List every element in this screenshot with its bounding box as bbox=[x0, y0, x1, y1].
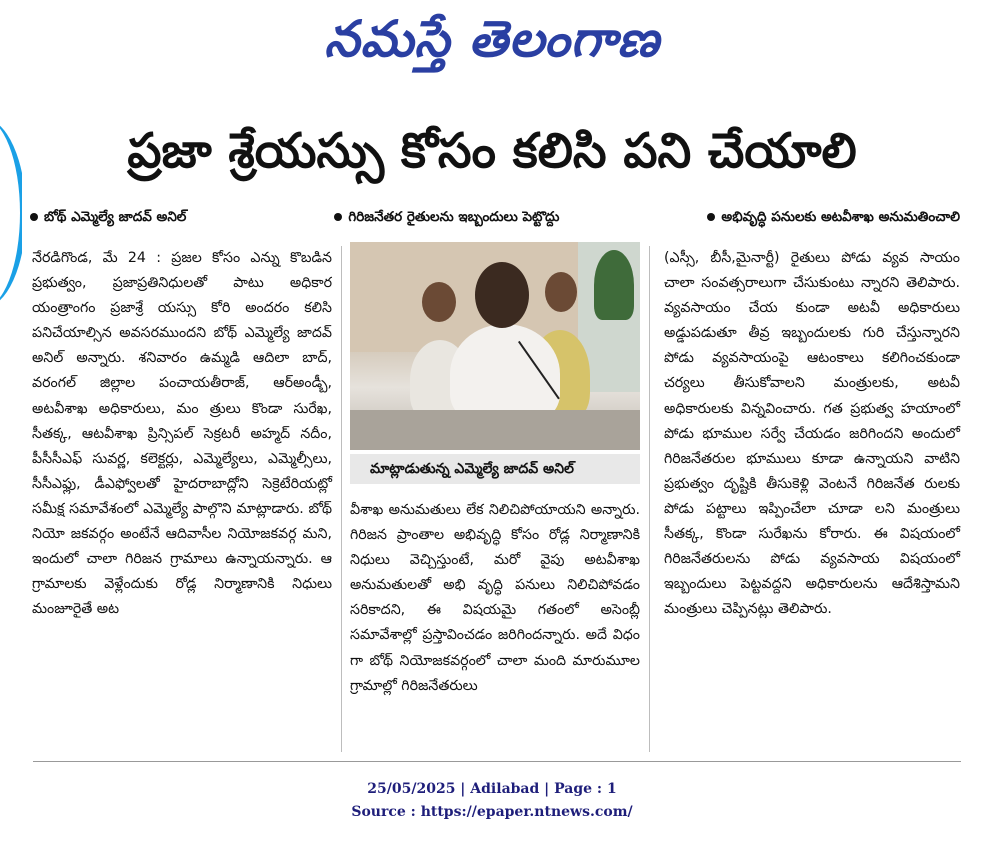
footer-source-link[interactable]: Source : https://epaper.ntnews.com/ bbox=[351, 804, 633, 820]
highlight-item: అభివృద్ధి పనులకు అటవీశాఖ అనుమతించాలి bbox=[707, 206, 960, 228]
headline: ప్రజా శ్రేయస్సు కోసం కలిసి పని చేయాలి bbox=[127, 123, 857, 179]
column-divider bbox=[649, 246, 650, 752]
footer-date-edition: 25/05/2025 | Adilabad | Page : 1 bbox=[367, 781, 617, 797]
column-divider bbox=[341, 246, 342, 752]
article-column-2: వీశాఖ అనుమతులు లేక నిలిచిపోయాయని అన్నారు. గిరిజన ప్రాంతాల అభివృద్ధి కోసం రోడ్ల నిర్మాణానికి నిధులు వెచ్చిస్తుంటే, మరో వైపు అటవీశాఖ అనుమతులతో అభి వృద్ధి పనులు నిలిచిపోవడం సరికాదని, ఈ విషయమై గతంలో అసెంబ్లీ సమావేశాల్లో ప్రస్తావించడం జరిగిందన్నారు. అదే విధం గా బోథ్ నియోజకవర్గంలో చాలా మంది మారుమూల గ్రామాల్లో గిరిజనేతరులు bbox=[350, 502, 640, 694]
bullet-icon bbox=[334, 213, 342, 221]
article-column-1: నేరడిగొండ, మే 24 : ప్రజల కోసం ఎన్ను కొబడిన ప్రభుత్వం, ప్రజాప్రతినిధులతో పాటు అధికార యంత్రాంగం ప్రజాశ్రే యస్సు కోరి అందరం కలిసి పనిచేయాల్సిన అవసరముందని బోథ్ ఎమ్మెల్యే జాదవ్ అనిల్ అన్నారు. శనివారం ఉమ్మడి ఆదిలా బాద్, వరంగల్ జిల్లాల పంచాయతీరాజ్, ఆర్అండ్బీ, అటవీశాఖ అధికారులు, మం త్రులు కొండా సురేఖ, సీతక్క, ఆటవీశాఖ ప్రిన్సిపల్ సెక్రటరీ అహ్మద్ నదీం, పీసీసీఎఫ్ సువర్ణ, కలెక్టర్లు, ఎమ్మెల్యేలు, ఎమ్మెల్సీలు, సీసీఎఫ్లు, డీఎఫ్వోలతో హైదరాబాద్లోని సెక్రెటేరియట్లో సమీక్ష సమావేశంలో ఎమ్మెల్యే పాల్గొని మాట్లాడారు. బోథ్ నియో జకవర్గం అంటేనే ఆదివాసీల నియోజకవర్గ మని, ఇందులో చాలా గిరిజన గ్రామాలు ఉన్నాయన్నారు. ఆ గ్రామాలకు వెళ్లేందుకు రోడ్ల నిర్మాణానికి నిధులు మంజూరైతే అట bbox=[32, 250, 332, 618]
photo-caption: మాట్లాడుతున్న ఎమ్మెల్యే జాదవ్ అనిల్ bbox=[350, 454, 640, 484]
bullet-icon bbox=[30, 213, 38, 221]
bullet-icon bbox=[707, 213, 715, 221]
highlight-item: గిరిజనేతర రైతులను ఇబ్బందులు పెట్టొద్దు bbox=[334, 206, 559, 228]
masthead-logo: నమస్తే తెలంగాణ bbox=[324, 9, 660, 68]
footer-divider bbox=[33, 761, 961, 762]
decorative-accent bbox=[0, 118, 22, 308]
highlight-item: బోథ్ ఎమ్మెల్యే జాదవ్ అనిల్ bbox=[30, 206, 186, 228]
news-photo bbox=[350, 242, 640, 450]
highlights bbox=[30, 206, 960, 228]
article-column-3: (ఎస్సీ, బీసీ,మైనార్టీ) రైతులు పోడు వ్యవ సాయం చాలా సంవత్సరాలుగా చేసుకుంటు న్నారని తెలిపారు. వ్యవసాయం చేయ కుండా అటవీ అధికారులు అడ్డుపడుతూ తీవ్ర ఇబ్బందులకు గురి చేస్తున్నారని పోడు వ్యవసాయంపై ఆటంకాలు కలిగించకుండా చర్యలు తీసుకోవాలని మంత్రులకు, అటవీ అధికారులకు విన్నవించారు. గత ప్రభుత్వ హయాంలో పోడు భూముల సర్వే చేయడం జరిగిందని అందులో గిరిజనేతరుల భూములు కూడా ఉన్నాయని వాటిని ప్రభుత్వం దృష్టికి తీసుకెళ్లి వెంటనే గిరిజనేత రులకు పోడు పట్టాలు ఇప్పించేలా చూడా లని మంత్రులు సీతక్క, కొండా సురేఖను కోరారు. ఈ విషయంలో గిరిజనేతరులను పోడు వ్యవసాయ విషయంలో ఇబ్బందులు పెట్టవద్దని అధికారులను ఆదేశిస్తామని మంత్రులు చెప్పినట్లు తెలిపారు. bbox=[664, 250, 960, 618]
